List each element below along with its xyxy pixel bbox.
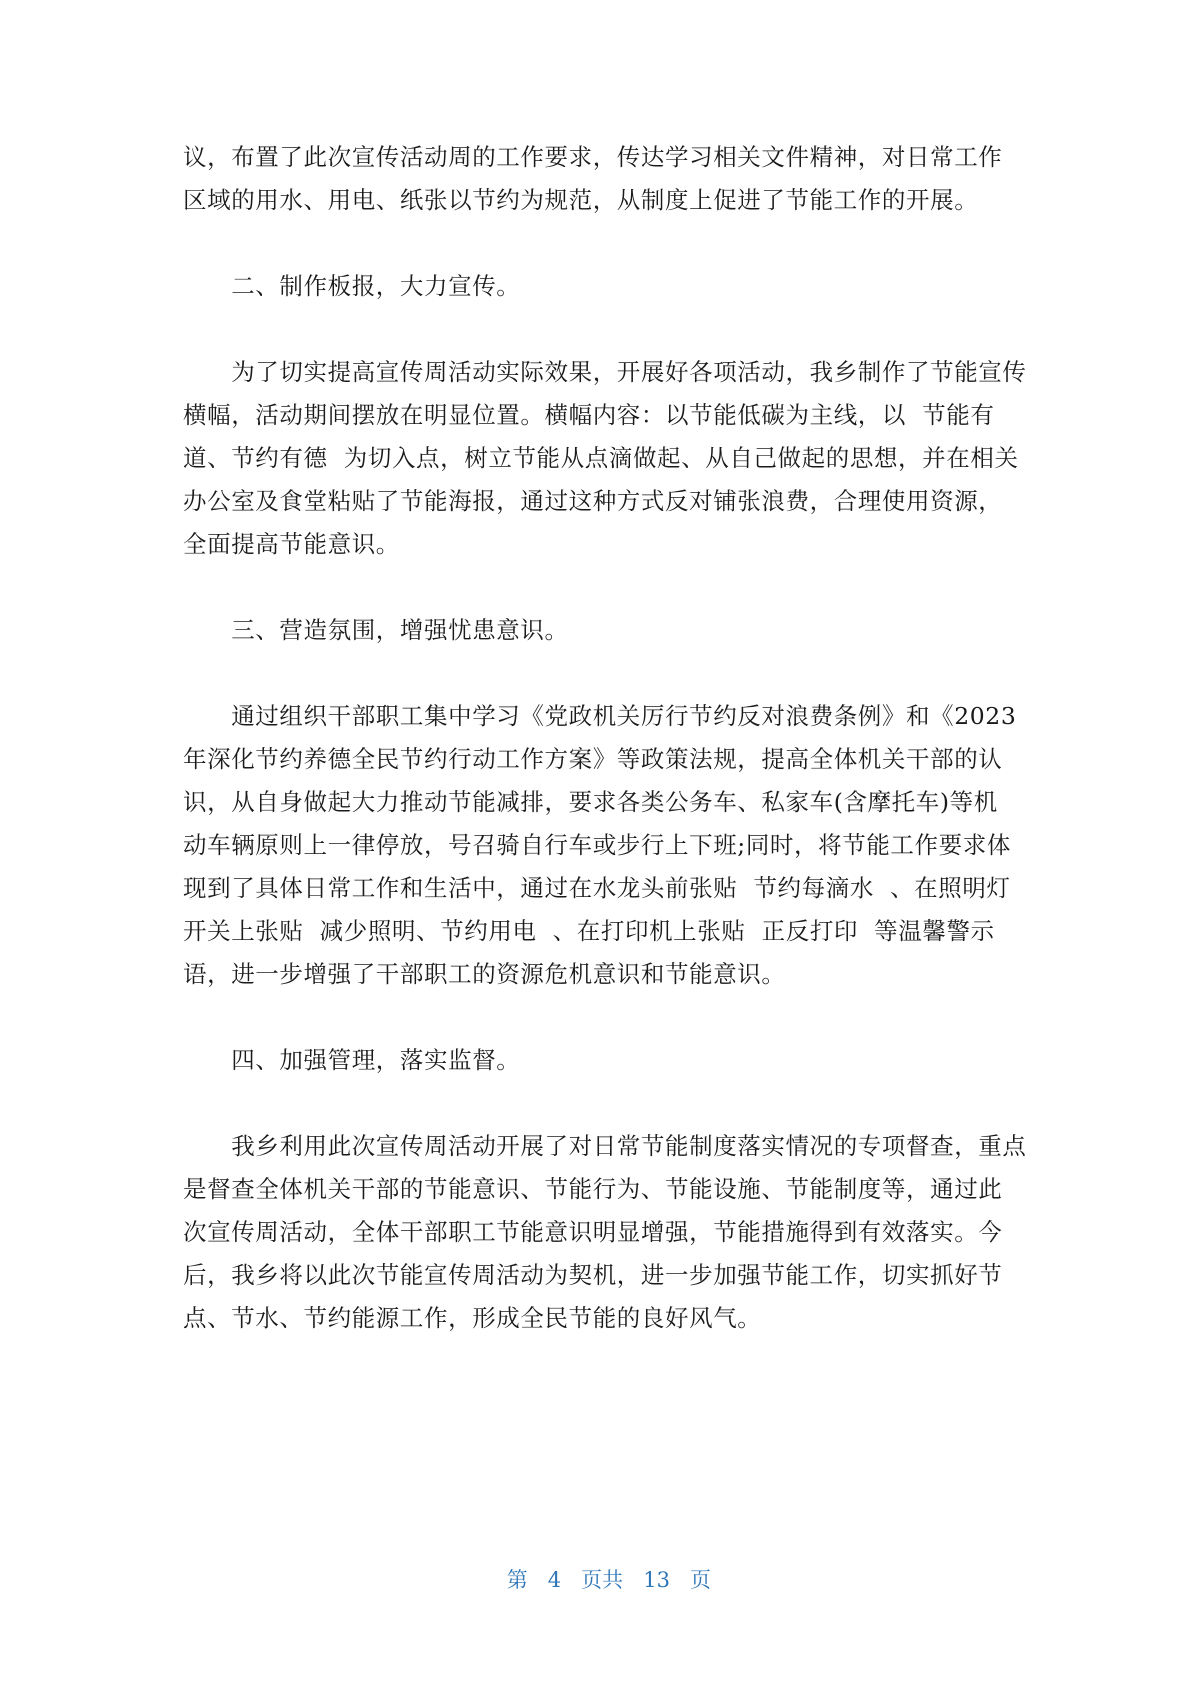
paragraph-line: 次宣传周活动，全体干部职工节能意识明显增强，节能措施得到有效落实。今: [183, 1218, 1003, 1246]
paragraph-line: 语，进一步增强了干部职工的资源危机意识和节能意识。: [183, 960, 786, 988]
section-heading: 二、制作板报，大力宣传。: [183, 272, 521, 300]
section-heading: 三、营造氛围，增强忧患意识。: [183, 616, 569, 644]
total-page-count: 13: [643, 1568, 670, 1592]
current-page-number: 4: [547, 1568, 562, 1592]
paragraph-line: 点、节水、节约能源工作，形成全民节能的良好风气。: [183, 1304, 762, 1332]
footer-suffix: 页: [689, 1568, 711, 1592]
paragraph-line: 为了切实提高宣传周活动实际效果，开展好各项活动，我乡制作了节能宣传: [183, 358, 1027, 386]
page-footer: [0, 1540, 1191, 1618]
paragraph-line: 通过组织干部职工集中学习《党政机关厉行节约反对浪费条例》和《2023: [183, 702, 1017, 730]
paragraph-line: 动车辆原则上一律停放，号召骑自行车或步行上下班;同时，将节能工作要求体: [183, 831, 1011, 859]
section-heading: 四、加强管理，落实监督。: [183, 1046, 521, 1074]
paragraph-line: 是督查全体机关干部的节能意识、节能行为、节能设施、节能制度等，通过此: [183, 1175, 1003, 1203]
paragraph-line: 识，从自身做起大力推动节能减排，要求各类公务车、私家车(含摩托车)等机: [183, 788, 998, 816]
paragraph-line: 我乡利用此次宣传周活动开展了对日常节能制度落实情况的专项督查，重点: [183, 1132, 1027, 1160]
footer-prefix: 第: [506, 1568, 528, 1592]
paragraph-line: 横幅，活动期间摆放在明显位置。横幅内容：以节能低碳为主线，以 节能有: [183, 401, 995, 429]
paragraph-line: 道、节约有德 为切入点，树立节能从点滴做起、从自己做起的思想，并在相关: [183, 444, 1019, 472]
paragraph-line: 全面提高节能意识。: [183, 530, 400, 558]
footer-middle: 页共: [581, 1568, 624, 1592]
paragraph-line: 议，布置了此次宣传活动周的工作要求，传达学习相关文件精神，对日常工作: [183, 143, 1003, 171]
paragraph-line: 后，我乡将以此次节能宣传周活动为契机，进一步加强节能工作，切实抓好节: [183, 1261, 1003, 1289]
paragraph-line: 年深化节约养德全民节约行动工作方案》等政策法规，提高全体机关干部的认: [183, 745, 1003, 773]
paragraph-line: 开关上张贴 减少照明、节约用电 、在打印机上张贴 正反打印 等温馨警示: [183, 917, 995, 945]
paragraph-line: 办公室及食堂粘贴了节能海报，通过这种方式反对铺张浪费，合理使用资源，: [183, 487, 1003, 515]
paragraph-line: 区域的用水、用电、纸张以节约为规范，从制度上促进了节能工作的开展。: [183, 186, 979, 214]
paragraph-line: 现到了具体日常工作和生活中，通过在水龙头前张贴 节约每滴水 、在照明灯: [183, 874, 1011, 902]
